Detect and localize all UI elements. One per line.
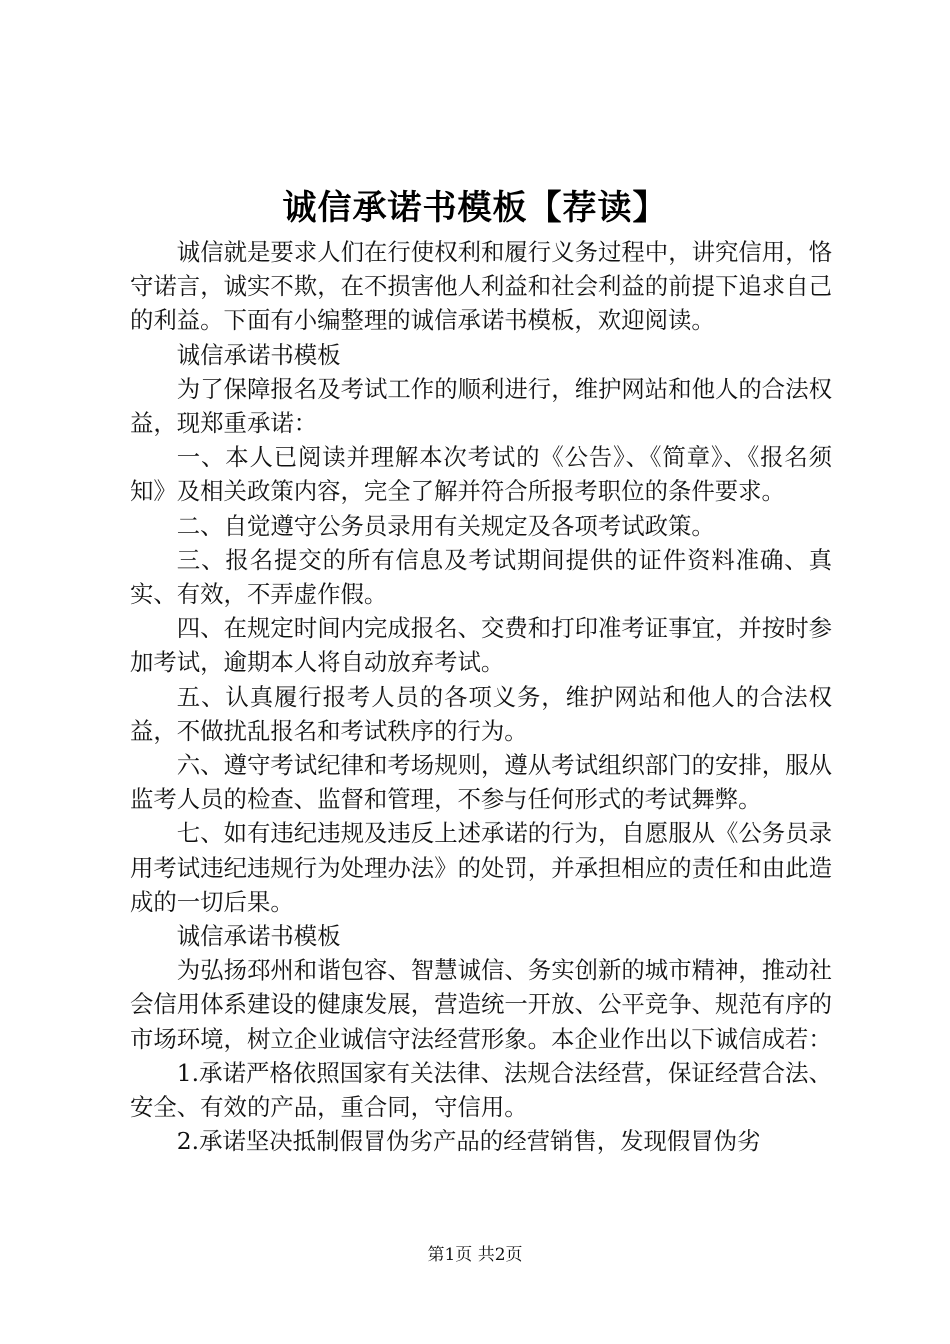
document-body <box>130 235 832 1158</box>
list-item: 二、自觉遵守公务员录用有关规定及各项考试政策。 <box>176 511 715 540</box>
list-item: 五、认真履行报考人员的各项义务，维护网站和他人的合法权益，不做扰乱报名和考试秩序的行为。 <box>130 682 832 745</box>
section-heading: 诚信承诺书模板 <box>176 922 341 951</box>
paragraph: 为弘扬邳州和谐包容、智慧诚信、务实创新的城市精神，推动社会信用体系建设的健康发展，营造统一开放、公平竞争、规范有序的市场环境，树立企业诚信守法经营形象。本企业作出以下诚信成若： <box>130 956 832 1053</box>
list-item: 三、报名提交的所有信息及考试期间提供的证件资料准确、真实、有效，不弄虚作假。 <box>130 545 832 609</box>
page-footer: 第1页 共2页 <box>427 1245 523 1265</box>
list-item: 六、遵守考试纪律和考场规则，遵从考试组织部门的安排，服从监考人员的检查、监督和管理，不参与任何形式的考试舞弊。 <box>130 751 832 814</box>
paragraph: 为了保障报名及考试工作的顺利进行，维护网站和他人的合法权益，现郑重承诺： <box>130 374 832 438</box>
paragraph: 诚信就是要求人们在行使权利和履行义务过程中，讲究信用，恪守诺言，诚实不欺，在不损害他人利益和社会利益的前提下追求自己的利益。下面有小编整理的诚信承诺书模板，欢迎阅读。 <box>130 238 832 335</box>
list-item: 七、如有违纪违规及违反上述承诺的行为，自愿服从《公务员录用考试违纪违规行为处理办法》的处罚，并承担相应的责任和由此造成的一切后果。 <box>130 819 832 916</box>
section-heading: 诚信承诺书模板 <box>176 340 341 369</box>
list-item: 1.承诺严格依照国家有关法律、法规合法经营，保证经营合法、安全、有效的产品，重合同，守信用。 <box>130 1058 832 1122</box>
list-item: 一、本人已阅读并理解本次考试的《公告》、《简章》、《报名须知》及相关政策内容，完全了解并符合所报考职位的条件要求。 <box>130 443 832 506</box>
list-item: 四、在规定时间内完成报名、交费和打印准考证事宜，并按时参加考试，逾期本人将自动放弃考试。 <box>130 614 832 677</box>
list-item: 2.承诺坚决抵制假冒伪劣产品的经营销售，发现假冒伪劣 <box>176 1127 761 1156</box>
document-title: 诚信承诺书模板【荐读】 <box>282 188 668 228</box>
